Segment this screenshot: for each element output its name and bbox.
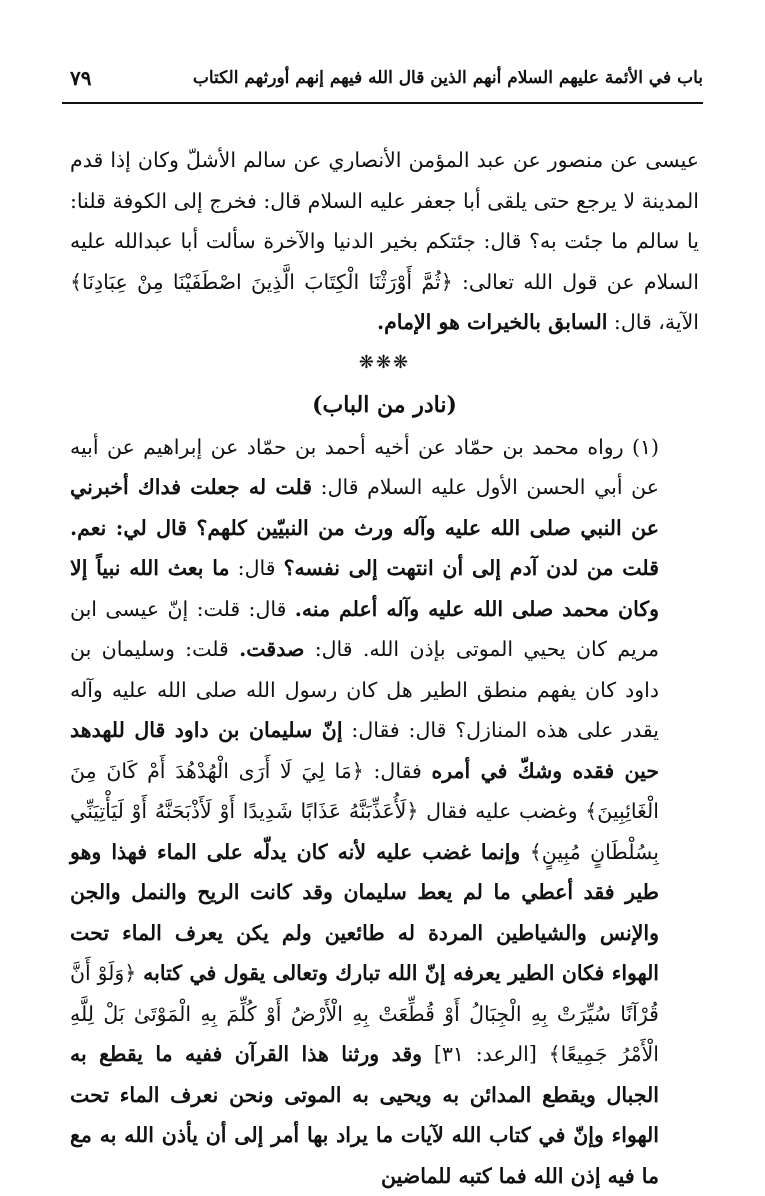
section-divider-ornament: ❋❋❋ (70, 343, 699, 383)
answer-text: صدقت. (239, 637, 304, 661)
page-number: ٧٩ (70, 66, 91, 90)
section-heading: (نادر من الباب) (70, 383, 699, 427)
page-body (70, 140, 699, 1196)
narration-text: قال: (230, 556, 284, 580)
isnad-text: (١) رواه محمد بن حمّاد عن أخيه أحمد بن حمّاد عن إبراهيم عن أبيه عن أبي الحسن الأول عليه السلام قال: (70, 435, 659, 500)
answer-text: إنّ سليمان بن داود قال للهدهد حين فقده وشكّ في أمره (70, 718, 659, 783)
narration-text: قال: قلت: إنّ عيسى ابن مريم كان يحيي الموتى بإذن الله. قال: (70, 597, 659, 662)
imam-statement: السابق بالخيرات هو الإمام. (377, 310, 607, 334)
chapter-title: باب في الأئمة عليهم السلام أنهم الذين قال الله فيهم إنهم أورثهم الكتاب (193, 68, 703, 88)
answer-text: وقد ورثنا هذا القرآن ففيه ما يقطع به الجبال ويقطع المدائن به ويحيى به الموتى ونحن نعرف الماء تحت الهواء وإنّ في كتاب الله لآيات ما يراد بها أمر إلى أن يأذن الله به مع ما فيه إذن الله فما كتبه للماضين (70, 1042, 659, 1188)
paragraph-hadith-end (70, 140, 699, 343)
question-text: قلت له جعلت فداك أخبرني عن النبي صلى الله عليه وآله ورث من النبيّين كلهم؟ قال لي: نعم. قلت من لدن آدم إلى أن انتهت إلى نفسه؟ (70, 475, 659, 580)
answer-text: ما بعث الله نبياً إلا وكان محمد صلى الله عليه وآله أعلم منه. (70, 556, 659, 621)
narration-text: قلت: وسليمان بن داود كان يفهم منطق الطير هل كان رسول الله صلى الله عليه وآله يقدر على هذه المنازل؟ قال: فقال: (70, 637, 659, 742)
paragraph-text: عيسى عن منصور عن عبد المؤمن الأنصاري عن سالم الأشلّ وكان إذا قدم المدينة لا يرجع حتى يلقى أبا جعفر عليه السلام قال: فخرج إلى الكوفة قلنا: يا سالم ما جئت به؟ قال: جئتكم بخير الدنيا والآخرة سألت أبا عبدالله عليه السلام عن قول الله تعالى: ﴿ثُمَّ أَوْرَثْنَا الْكِتَابَ الَّذِينَ اصْطَفَيْنَا مِنْ عِبَادِنَا﴾ الآية، قال: (70, 148, 699, 334)
paragraph-hadith-1 (70, 427, 699, 1196)
answer-text: وإنما غضب عليه لأنه كان يدلّه على الماء فهذا وهو طير فقد أعطي ما لم يعط سليمان وقد كانت الريح والنمل والجن والإنس والشياطين المردة له طائعين ولم يكن يعرف الماء تحت الهواء فكان الطير يعرفه إنّ الله تبارك وتعالى يقول في كتابه (70, 840, 659, 986)
quran-verse-text: ﴿وَلَوْ أَنَّ قُرْآنًا سُيِّرَتْ بِهِ الْجِبَالُ أَوْ قُطِّعَتْ بِهِ الْأَرْضُ أَوْ كُلِّمَ بِهِ الْمَوْتَىٰ بَلْ لِلَّهِ الْأَمْرُ جَمِيعًا﴾ [الرعد: ٣١] (70, 961, 659, 1066)
running-header (62, 62, 703, 104)
quran-verses-text: فقال: ﴿مَا لِيَ لَا أَرَى الْهُدْهُدَ أَمْ كَانَ مِنَ الْغَائِبِينَ﴾ وغضب عليه فقال ﴿لَأُعَذِّبَنَّهُ عَذَابًا شَدِيدًا أَوْ لَأَذْبَحَنَّهُ أَوْ لَيَأْتِيَنِّي بِسُلْطَانٍ مُبِينٍ﴾ (70, 759, 659, 864)
